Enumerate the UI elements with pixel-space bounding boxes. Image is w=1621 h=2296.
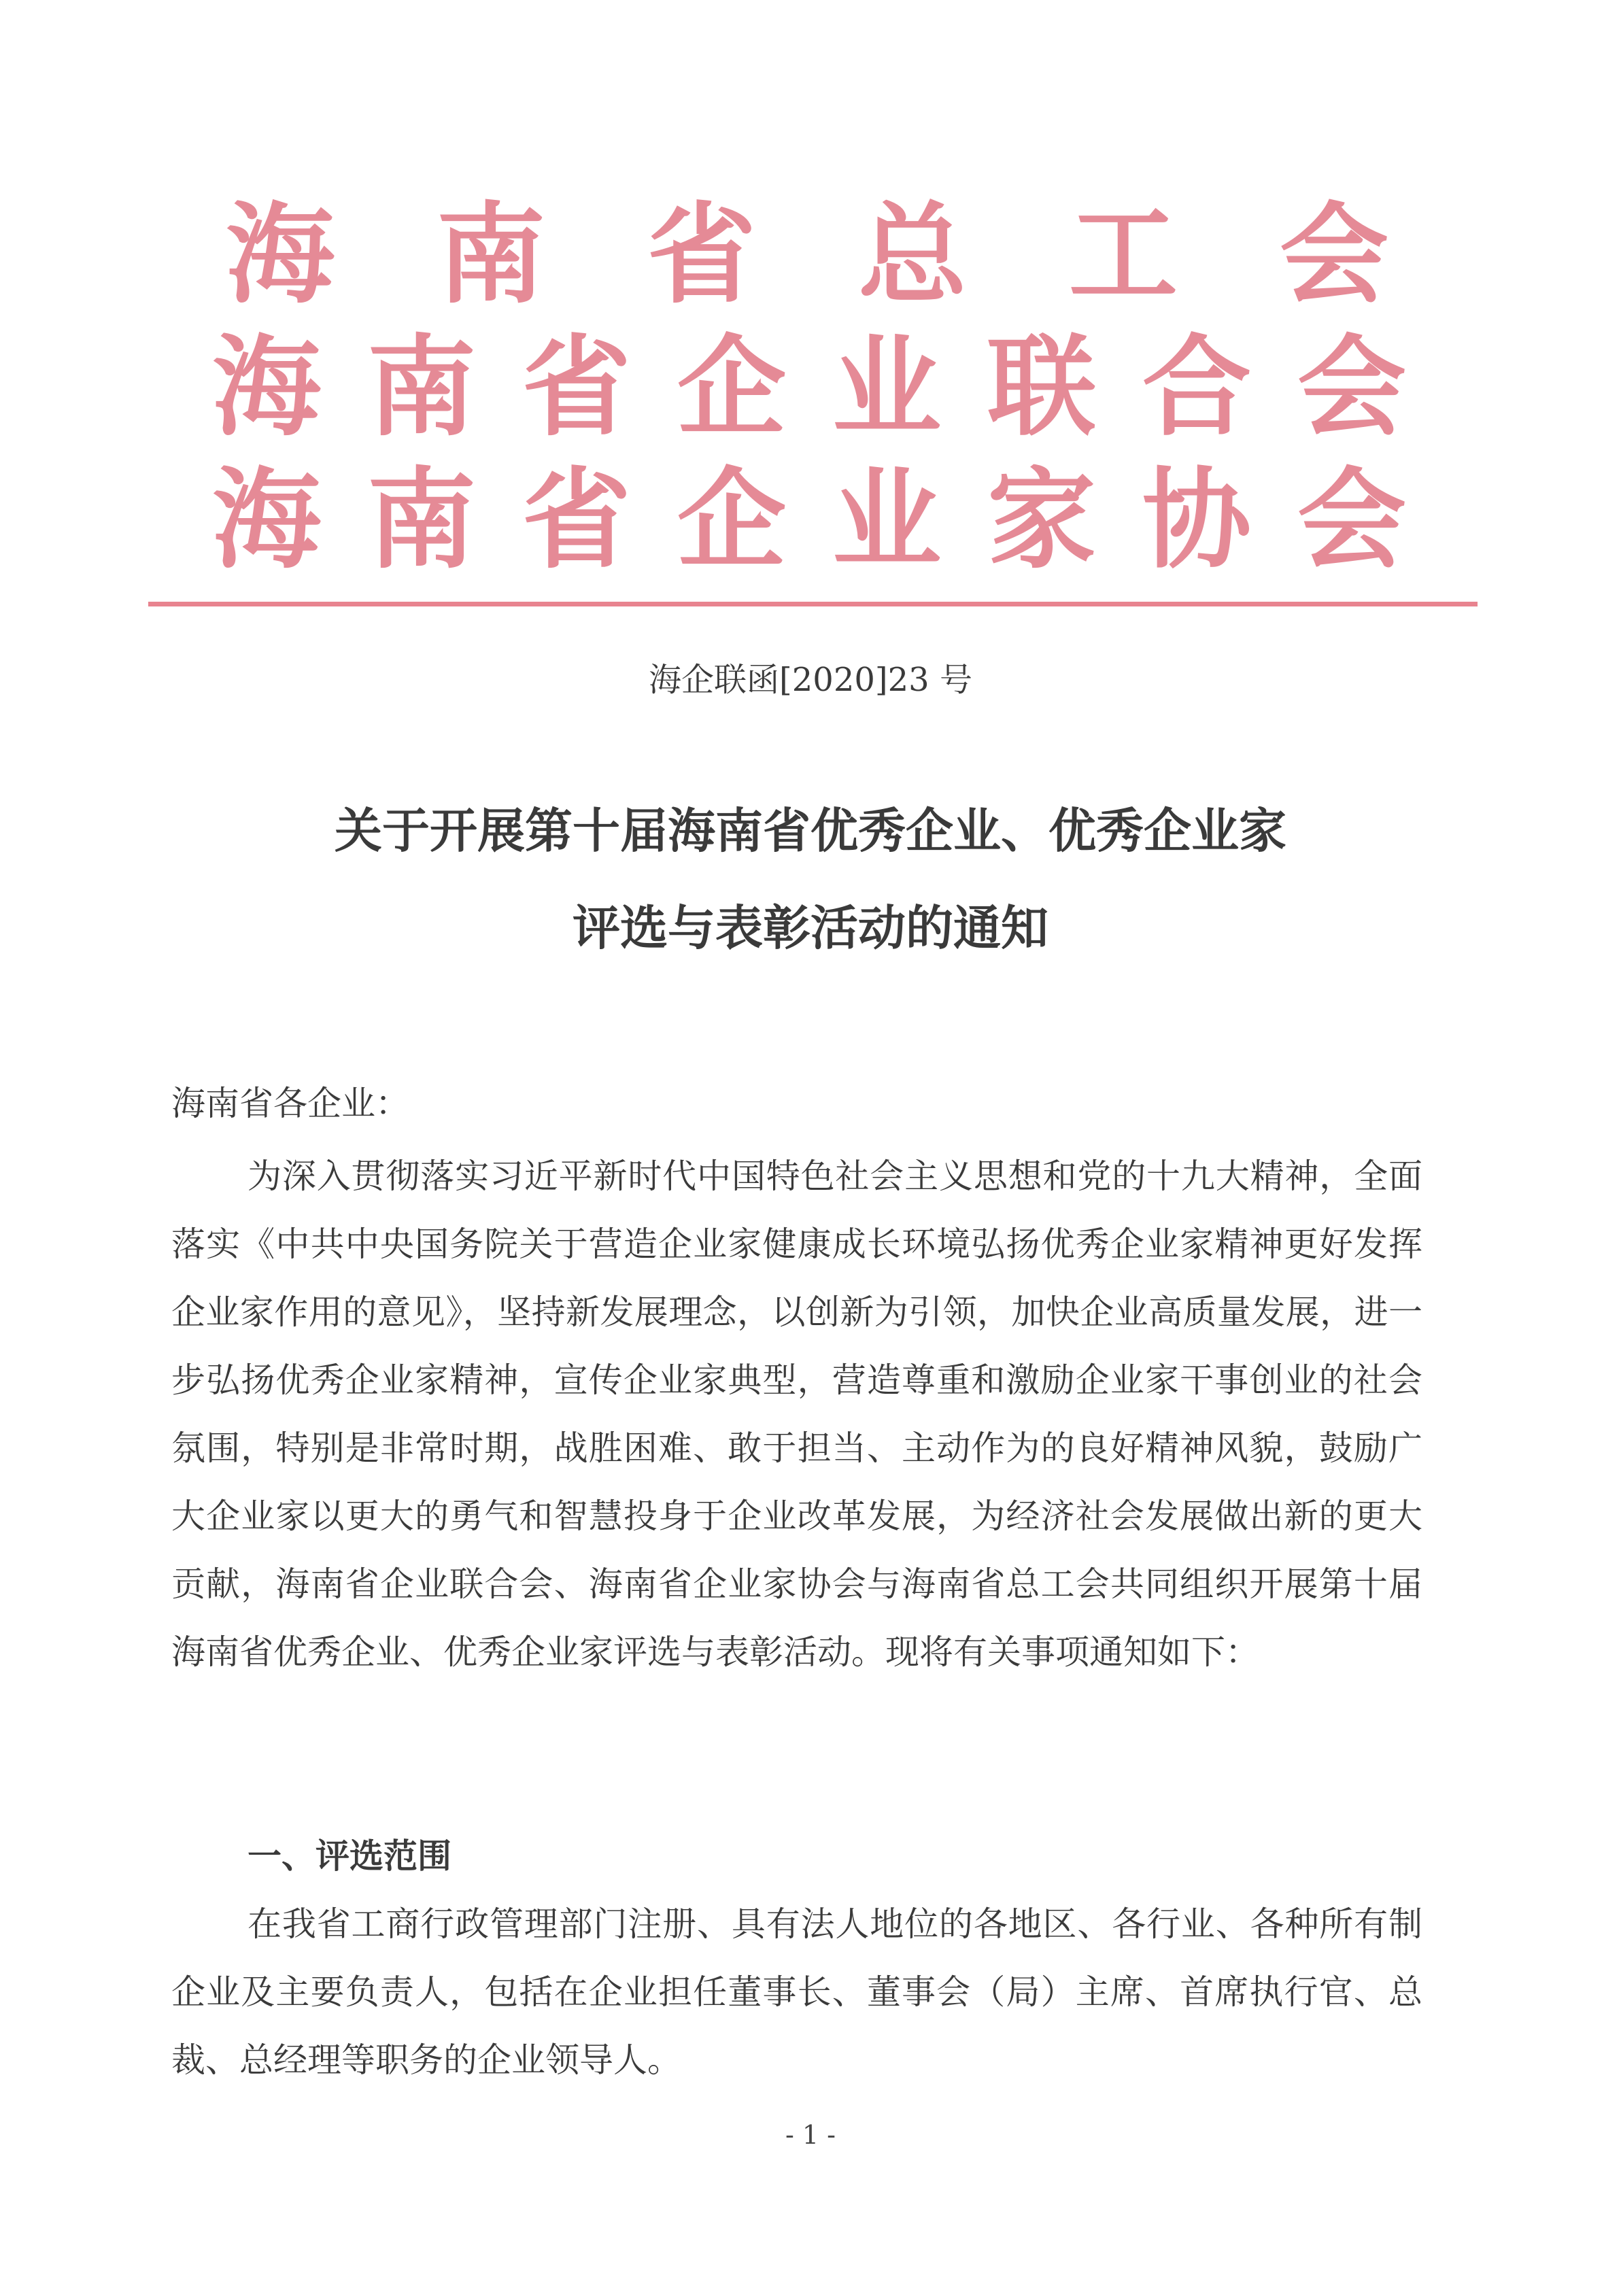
header-char: 南 xyxy=(366,456,476,583)
header-char: 总 xyxy=(857,191,967,318)
header-char: 会 xyxy=(1297,456,1406,583)
header-char: 会 xyxy=(1279,191,1388,318)
header-char: 南 xyxy=(436,191,545,318)
header-char: 协 xyxy=(1142,456,1251,583)
header-char: 联 xyxy=(987,324,1096,451)
document-number: 海企联函[2020]23 号 xyxy=(649,661,972,699)
header-char: 南 xyxy=(366,324,476,451)
header-char: 业 xyxy=(832,456,941,583)
header-char: 工 xyxy=(1068,191,1178,318)
title-line-1: 关于开展第十届海南省优秀企业、优秀企业家 xyxy=(335,803,1286,859)
header-org-1 xyxy=(0,191,1621,318)
salutation: 海南省各企业： xyxy=(171,1084,409,1123)
header-char: 会 xyxy=(1297,324,1406,451)
header-char: 省 xyxy=(522,324,631,451)
header-char: 省 xyxy=(647,191,756,318)
header-char: 业 xyxy=(832,324,941,451)
header-char: 合 xyxy=(1142,324,1251,451)
header-char: 海 xyxy=(211,456,321,583)
header-org-3 xyxy=(0,456,1621,583)
header-char: 企 xyxy=(677,456,786,583)
scope-paragraph: 在我省工商行政管理部门注册、具有法人地位的各地区、各行业、各种所有制企业及主要负责人，包括在企业担任董事长、董事会（局）主席、首席执行官、总裁、总经理等职务的企业领导人。 xyxy=(171,1904,1422,2080)
header-char: 海 xyxy=(211,324,321,451)
header-char: 海 xyxy=(225,191,335,318)
header-org-2 xyxy=(0,326,1621,449)
header-char: 省 xyxy=(522,456,631,583)
header-char: 企 xyxy=(677,324,786,451)
section-heading-scope: 一、评选范围 xyxy=(248,1836,451,1876)
intro-paragraph: 为深入贯彻落实习近平新时代中国特色社会主义思想和党的十九大精神，全面落实《中共中央国务院关于营造企业家健康成长环境弘扬优秀企业家精神更好发挥企业家作用的意见》，坚持新发展理念，以创新为引领，加快企业高质量发展，进一步弘扬优秀企业家精神，宣传企业家典型，营造尊重和激励企业家干事创业的社会氛围，特别是非常时期，战胜困难、敢于担当、主动作为的良好精神风貌，鼓励广大企业家以更大的勇气和智慧投身于企业改革发展，为经济社会发展做出新的更大贡献，海南省企业联合会、海南省企业家协会与海南省总工会共同组织开展第十届海南省优秀企业、优秀企业家评选与表彰活动。现将有关事项通知如下： xyxy=(171,1156,1422,1672)
page-number: - 1 - xyxy=(785,2120,836,2150)
header-divider xyxy=(148,602,1478,606)
header-char: 家 xyxy=(987,456,1096,583)
title-line-2: 评选与表彰活动的通知 xyxy=(573,900,1048,956)
